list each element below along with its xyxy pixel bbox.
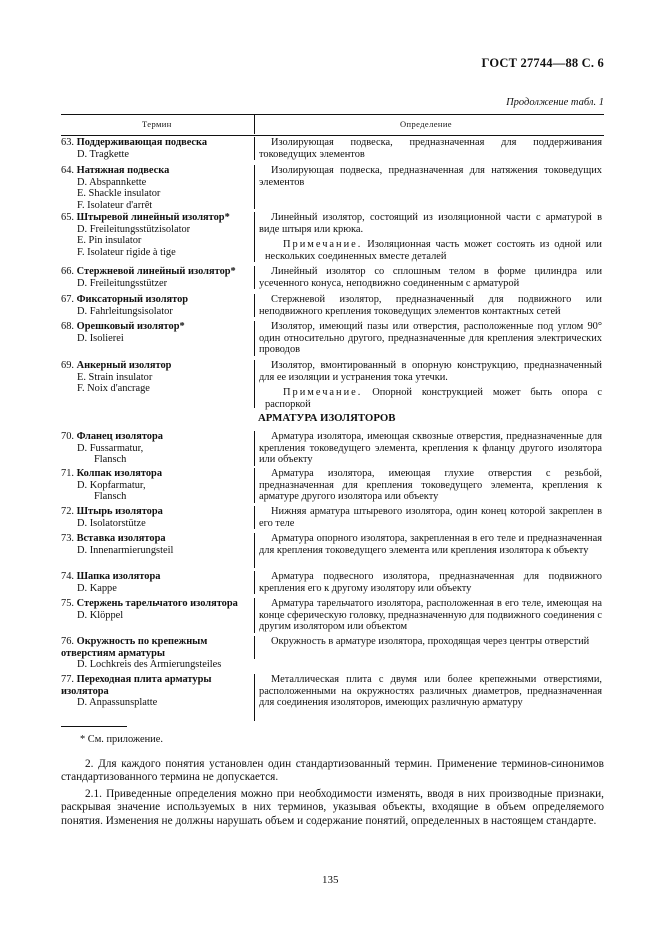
note-label: Примечание. bbox=[283, 239, 363, 251]
term-foreign: D. Klöppel bbox=[77, 609, 124, 621]
term-number: 67. bbox=[61, 294, 74, 305]
term-number: 70. bbox=[61, 431, 74, 442]
definition-cell bbox=[254, 212, 602, 262]
definition-text: Арматура тарельчатого изолятора, расположенная в его теле, имеющая на конце сферическую головку, предназначенную для подвижного соединения с другим изолятором или объектом bbox=[259, 598, 602, 633]
term-foreign: D. Isolatorstütze bbox=[77, 517, 146, 529]
term-foreign: E. Pin insulator bbox=[77, 235, 142, 247]
paragraph-text: 2.1. Приведенные определения можно при необходимости изменять, вводя в них производные признаки, раскрывая значение используемых в них терминов, указывая объекты, входящие в объем определяемого понятия. Изменения не должны нарушать объем и содержание понятий, определенных в настоящем стандарте. bbox=[61, 788, 604, 827]
term-cell bbox=[61, 360, 246, 395]
term-foreign: D. Kopfarmatur, bbox=[77, 479, 146, 491]
paragraph bbox=[61, 788, 604, 828]
term-number: 66. bbox=[61, 266, 74, 277]
definition-text: Линейный изолятор со сплошным телом в форме цилиндра или усеченного конуса, неподвижно соединенным с арматурой bbox=[259, 266, 602, 289]
term-foreign: Flansch bbox=[94, 491, 127, 503]
term-cell bbox=[61, 571, 246, 594]
definition-cell bbox=[254, 533, 602, 568]
term-cell bbox=[61, 506, 246, 529]
table-header-definition: Определение bbox=[400, 119, 452, 129]
definition-text: Изолятор, вмонтированный в опорную конструкцию, предназначенный для ее изоляции и устранения тока утечки. bbox=[259, 360, 602, 383]
term-cell bbox=[61, 137, 246, 160]
term-name: Штыревой линейный изолятор* bbox=[76, 212, 230, 223]
term-cell bbox=[61, 294, 246, 317]
term-cell bbox=[61, 266, 246, 289]
term-foreign: D. Fussarmatur, bbox=[77, 442, 144, 454]
term-name: Фиксаторный изолятор bbox=[76, 294, 189, 305]
definition-cell bbox=[254, 321, 602, 356]
table-header bbox=[61, 114, 604, 136]
term-foreign: D. Freileitungsstützer bbox=[77, 277, 168, 289]
term-number: 75. bbox=[61, 598, 74, 609]
term-number: 76. bbox=[61, 636, 74, 647]
term-foreign: D. Innenarmierungsteil bbox=[77, 544, 174, 556]
term-number: 64. bbox=[61, 165, 74, 176]
definition-text: Металлическая плита с двумя или более крепежными отверстиями, расположенными на окружностях различных диаметров, предназначенная для соединения изоляторов, имеющих различную арматуру bbox=[259, 674, 602, 709]
term-foreign: D. Freileitungsstützisolator bbox=[77, 223, 191, 235]
term-foreign: D. Abspannkette bbox=[77, 176, 147, 188]
term-number: 71. bbox=[61, 468, 74, 479]
term-name: Переходная плита арматуры изолятора bbox=[61, 674, 212, 697]
term-cell bbox=[61, 636, 246, 671]
term-name: Штырь изолятора bbox=[76, 506, 163, 517]
term-number: 69. bbox=[61, 360, 74, 371]
definition-cell bbox=[254, 674, 602, 721]
term-foreign: F. Isolateur rigide à tige bbox=[77, 246, 176, 258]
term-foreign: D. Kappe bbox=[77, 582, 117, 594]
term-name: Анкерный изолятор bbox=[76, 360, 172, 371]
term-number: 73. bbox=[61, 533, 74, 544]
page-number: 135 bbox=[322, 874, 339, 886]
term-cell bbox=[61, 598, 246, 621]
term-foreign: D. Fahrleitungsisolator bbox=[77, 305, 173, 317]
table-header-term: Термин bbox=[142, 119, 172, 129]
term-cell bbox=[61, 468, 246, 503]
term-foreign: D. Isolierei bbox=[77, 332, 124, 344]
term-name: Колпак изолятора bbox=[76, 468, 163, 479]
footnote: * См. приложение. bbox=[80, 734, 163, 745]
definition-text: Арматура изолятора, имеющая глухие отверстия с резьбой, предназначенная для крепления токоведущего элемента, крепления к арматуре другого изолятора или объекту bbox=[259, 468, 602, 503]
term-foreign: D. Anpassunsplatte bbox=[77, 697, 158, 709]
table-continuation-label: Продолжение табл. 1 bbox=[506, 97, 604, 108]
term-number: 77. bbox=[61, 674, 74, 685]
definition-text: Арматура подвесного изолятора, предназначенная для подвижного крепления его к другому изолятору или объекту bbox=[259, 571, 602, 594]
paragraph bbox=[61, 758, 604, 785]
term-number: 74. bbox=[61, 571, 74, 582]
term-name: Окружность по крепежным отверстиям арматуры bbox=[61, 636, 208, 659]
definition-note bbox=[259, 387, 602, 410]
term-name: Поддерживающая подвеска bbox=[76, 137, 208, 148]
definition-text: Изолирующая подвеска, предназначенная для поддерживания токоведущих элементов bbox=[259, 137, 602, 160]
table-header-divider bbox=[254, 114, 255, 134]
note-label: Примечание. bbox=[283, 387, 363, 399]
term-name: Фланец изолятора bbox=[76, 431, 163, 442]
term-name: Стержень тарельчатого изолятора bbox=[76, 598, 238, 609]
term-name: Шапка изолятора bbox=[76, 571, 161, 582]
definition-cell bbox=[254, 431, 602, 466]
standard-header: ГОСТ 27744—88 С. 6 bbox=[481, 56, 604, 70]
note-text: Опорной конструкцией может быть опора с распоркой bbox=[265, 387, 602, 410]
term-name: Натяжная подвеска bbox=[76, 165, 170, 176]
term-name: Стержневой линейный изолятор* bbox=[76, 266, 236, 277]
term-cell bbox=[61, 212, 246, 258]
definition-cell bbox=[254, 468, 602, 503]
definition-text: Арматура опорного изолятора, закрепленная в его теле и предназначенная для крепления токоведущего элемента или крепления изолятора к объекту bbox=[259, 533, 602, 556]
term-foreign: E. Strain insulator bbox=[77, 371, 153, 383]
definition-cell bbox=[254, 636, 602, 659]
term-number: 68. bbox=[61, 321, 74, 332]
definition-cell bbox=[254, 571, 602, 594]
definition-text: Нижняя арматура штыревого изолятора, один конец которой закреплен в его теле bbox=[259, 506, 602, 529]
definition-cell bbox=[254, 165, 602, 209]
term-name: Орешковый изолятор* bbox=[76, 321, 185, 332]
definition-text: Линейный изолятор, состоящий из изоляционной части с арматурой в виде штыря или крюка. bbox=[259, 212, 602, 235]
term-cell bbox=[61, 165, 246, 211]
term-foreign: D. Tragkette bbox=[77, 148, 129, 160]
term-number: 63. bbox=[61, 137, 74, 148]
definition-cell bbox=[254, 266, 602, 289]
definition-text: Арматура изолятора, имеющая сквозные отверстия, предназначенные для крепления токоведущего элемента, крепления к фланцу другого изолятора или объекту bbox=[259, 431, 602, 466]
definition-text: Окружность в арматуре изолятора, проходящая через центры отверстий bbox=[271, 636, 590, 647]
definition-cell bbox=[254, 598, 602, 633]
definition-cell bbox=[254, 360, 602, 408]
term-foreign: F. Isolateur d'arrêt bbox=[77, 199, 153, 211]
term-cell bbox=[61, 674, 246, 709]
term-number: 72. bbox=[61, 506, 74, 517]
definition-cell bbox=[254, 506, 602, 529]
term-foreign: D. Lochkreis des Armierungsteiles bbox=[77, 659, 222, 671]
note-text: Изоляционная часть может состоять из одной или нескольких соединенных вместе деталей bbox=[265, 239, 602, 262]
term-cell bbox=[61, 431, 246, 466]
definition-text: Изолирующая подвеска, предназначенная для натяжения токоведущих элементов bbox=[259, 165, 602, 188]
term-number: 65. bbox=[61, 212, 74, 223]
term-cell bbox=[61, 321, 246, 344]
term-name: Вставка изолятора bbox=[76, 533, 166, 544]
term-foreign: Flansch bbox=[94, 454, 127, 466]
term-foreign: F. Noix d'ancrage bbox=[77, 383, 150, 395]
definition-text: Стержневой изолятор, предназначенный для подвижного или неподвижного крепления токоведущих элементов контактных сетей bbox=[259, 294, 602, 317]
section-title: АРМАТУРА ИЗОЛЯТОРОВ bbox=[258, 412, 396, 424]
paragraph-text: 2. Для каждого понятия установлен один стандартизованный термин. Применение терминов-синонимов стандартизованного термина не допускается. bbox=[61, 758, 604, 784]
term-cell bbox=[61, 533, 246, 556]
term-foreign: E. Shackle insulator bbox=[77, 188, 161, 200]
definition-note bbox=[259, 239, 602, 262]
footnote-divider bbox=[61, 726, 127, 727]
definition-cell bbox=[254, 137, 602, 160]
definition-cell bbox=[254, 294, 602, 317]
definition-text: Изолятор, имеющий пазы или отверстия, расположенные под углом 90° один относительно другого, предназначенные для крепления электрических проводов bbox=[259, 321, 602, 356]
